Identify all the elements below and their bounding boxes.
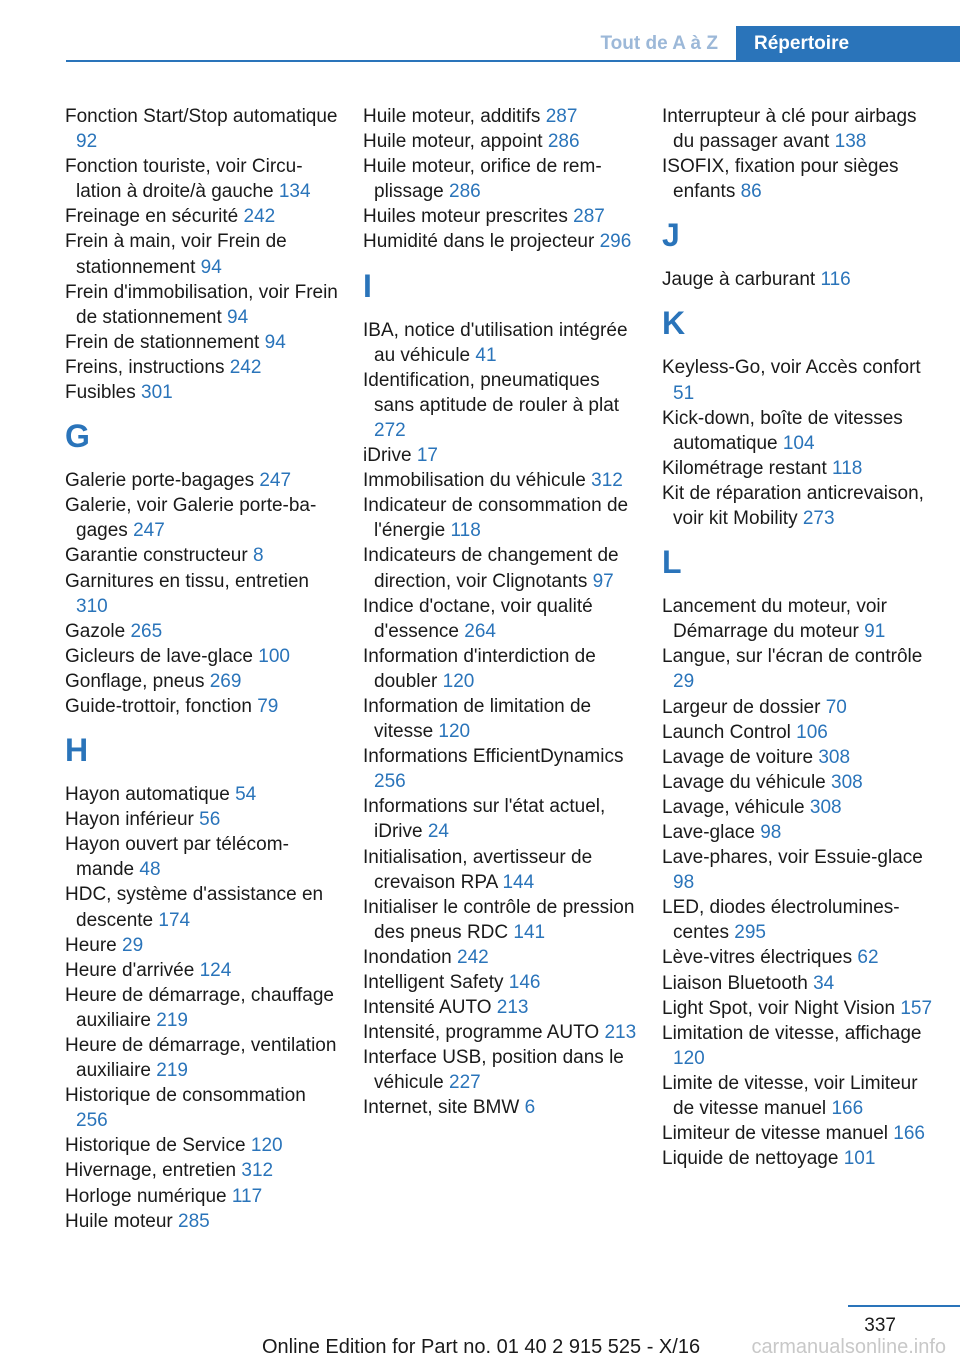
index-page-link[interactable]: 51 (673, 382, 695, 404)
index-entry-text: Heure de démarrage, chauffage auxiliaire (65, 984, 334, 1031)
index-entry (662, 996, 937, 1021)
index-page-link[interactable]: 166 (893, 1123, 925, 1145)
index-entry (65, 1158, 340, 1183)
index-entry-text: Gazole (65, 620, 126, 642)
index-page-link[interactable]: 265 (130, 620, 163, 642)
index-entry-text: Galerie, voir Galerie porte-bagages (65, 495, 317, 542)
index-page-link[interactable]: 295 (734, 922, 766, 944)
index-entry (662, 481, 937, 531)
index-page-link[interactable]: 97 (592, 570, 614, 592)
index-entry (65, 1184, 340, 1209)
index-entry-text: Heure d'arrivée (65, 959, 195, 981)
index-page-link[interactable]: 34 (813, 972, 835, 994)
index-page-link[interactable]: 272 (374, 419, 406, 441)
index-page-link[interactable]: 312 (591, 470, 623, 492)
index-page-link[interactable]: 6 (524, 1097, 536, 1119)
index-entry (363, 744, 638, 794)
index-entry-text: Keyless-Go, voir Accès confort (662, 357, 921, 379)
index-entry (65, 355, 340, 380)
page-number: 337 (864, 1315, 896, 1336)
index-page-link[interactable]: 269 (209, 670, 242, 692)
index-page-link[interactable]: 310 (76, 595, 108, 617)
index-page-link[interactable]: 219 (156, 1060, 188, 1082)
active-section-tab: Répertoire (736, 26, 960, 61)
index-page-link[interactable]: 106 (796, 721, 828, 743)
index-entry (662, 154, 937, 204)
index-entry (363, 1020, 638, 1045)
index-page-link[interactable]: 242 (457, 946, 489, 968)
index-entry (363, 970, 638, 995)
index-entry (65, 1133, 340, 1158)
index-entry (662, 267, 937, 292)
index-entry (662, 695, 937, 720)
index-entry-text: Lavage du véhicule (662, 771, 826, 793)
index-entry (662, 945, 937, 970)
index-entry (65, 958, 340, 983)
index-entry (65, 569, 340, 619)
index-page-link[interactable]: 308 (809, 796, 842, 818)
index-entry-text: Indicateur de consommation de l'énergie (363, 495, 629, 542)
index-entry-text: Inondation (363, 946, 452, 968)
index-page-link[interactable]: 141 (513, 921, 546, 943)
index-entry (65, 330, 340, 355)
index-entry-text: Interface USB, position dans le véhicule (363, 1047, 624, 1094)
index-entry (65, 204, 340, 229)
index-page-link[interactable]: 92 (76, 131, 98, 153)
index-entry (662, 644, 937, 694)
index-column-3 (662, 104, 937, 1171)
index-page-link[interactable]: 94 (264, 331, 286, 353)
index-page-link[interactable]: 17 (416, 445, 438, 467)
index-entry-text: Largeur de dossier (662, 696, 821, 718)
index-entry-text: Galerie porte-bagages (65, 470, 255, 492)
index-entry-text: Fonction Start/Stop automatique (65, 106, 338, 127)
index-entry-text: Launch Control (662, 721, 791, 743)
index-entry-text: Fonction touriste, voir Circulation à droite/à gauche (65, 156, 303, 203)
index-entry (65, 933, 340, 958)
edition-note: Online Edition for Part no. 01 40 2 915 525 - X/16 (262, 1336, 701, 1358)
index-page-link[interactable]: 285 (178, 1210, 210, 1232)
index-page-link[interactable]: 8 (252, 545, 264, 567)
index-page-link[interactable]: 308 (818, 746, 851, 768)
index-entry-text: Gicleurs de lave-glace (65, 645, 253, 667)
index-letter-heading: L (662, 544, 682, 581)
index-entry-text: Huile moteur (65, 1210, 173, 1232)
index-page-link[interactable]: 120 (438, 721, 471, 743)
index-entry (65, 229, 340, 279)
index-page-link[interactable]: 117 (231, 1185, 263, 1207)
index-entry (662, 594, 937, 644)
index-entry (662, 456, 937, 481)
index-entry-text: Guide-trottoir, fonction (65, 695, 252, 717)
index-entry-text: Heure de démarrage, ventilation auxiliaire (65, 1035, 337, 1082)
index-entry-text: Internet, site BMW (363, 1097, 520, 1119)
index-entry-text: Kit de réparation anticrevaison, voir kit Mobility (662, 482, 924, 530)
index-entry-text: Lave-glace (662, 821, 755, 843)
index-page-link[interactable]: 29 (122, 934, 144, 956)
index-entry-text: Intelligent Safety (363, 972, 504, 993)
index-page-link[interactable]: 56 (199, 809, 221, 831)
index-entry-text: Intensité, programme AUTO (363, 1022, 600, 1044)
index-entry (65, 882, 340, 932)
index-page-link[interactable]: 247 (133, 520, 165, 542)
index-entry-text: Limite de vitesse, voir Limiteur de vitesse manuel (662, 1072, 918, 1119)
index-entry (662, 1121, 937, 1146)
index-entry (662, 104, 937, 154)
index-entry-text: LED, diodes électroluminescentes (662, 897, 900, 944)
index-page-link[interactable]: 242 (229, 356, 262, 378)
index-page-link[interactable]: 174 (158, 909, 191, 931)
index-entry-text: Light Spot, voir Night Vision (662, 997, 896, 1019)
index-entry-text: Fusibles (65, 382, 136, 404)
index-entry (662, 971, 937, 996)
index-page-link[interactable]: 286 (547, 131, 580, 153)
index-page-link[interactable]: 124 (199, 959, 232, 981)
index-page-link[interactable]: 120 (673, 1047, 705, 1069)
index-entry-text: Limitation de vitesse, affichage (662, 1022, 922, 1044)
index-page-link[interactable]: 120 (442, 670, 475, 692)
index-entry-text: Initialisation, avertisseur de crevaison RPA (363, 846, 593, 893)
index-page-link[interactable]: 41 (475, 344, 497, 366)
index-entry-text: Garantie constructeur (65, 545, 248, 567)
index-entry (363, 368, 638, 443)
index-entry-text: Gonflage, pneus (65, 670, 205, 692)
index-entry (363, 845, 638, 895)
index-entry-text: Lavage, véhicule (662, 796, 805, 818)
index-entry-text: Hayon automatique (65, 784, 230, 806)
index-page-link[interactable]: 91 (864, 621, 886, 643)
index-page-link[interactable]: 54 (235, 784, 257, 806)
index-page-link[interactable]: 86 (740, 181, 762, 203)
index-page-link[interactable]: 312 (241, 1160, 274, 1182)
index-entry (65, 832, 340, 882)
index-entry (363, 895, 638, 945)
index-entry-text: Freins, instructions (65, 356, 225, 378)
index-page-link[interactable]: 256 (374, 771, 406, 793)
index-entry-text: Garnitures en tissu, entretien (65, 570, 309, 592)
index-entry (65, 644, 340, 669)
index-entry-text: Frein à main, voir Frein de stationnement (65, 231, 287, 278)
index-page-link[interactable]: 273 (802, 508, 835, 530)
index-letter-heading: H (65, 732, 89, 769)
index-page-link[interactable]: 62 (857, 947, 879, 969)
index-page-link[interactable]: 296 (599, 231, 632, 253)
index-entry-text: Huiles moteur prescrites (363, 206, 568, 228)
index-entry-text: Humidité dans le projecteur (363, 231, 595, 253)
index-page-link[interactable]: 104 (782, 432, 815, 454)
index-entry (65, 104, 340, 154)
index-entry-text: Interrupteur à clé pour airbags du passager avant (662, 106, 917, 153)
index-entry (662, 820, 937, 845)
index-entry-text: Hayon inférieur (65, 809, 194, 831)
index-entry-text: ISOFIX, fixation pour sièges enfants (662, 156, 899, 203)
index-entry-text: Immobilisation du véhicule (363, 470, 586, 492)
index-entry (662, 720, 937, 745)
index-entry-text: Information d'interdiction de doubler (363, 645, 596, 692)
index-entry (363, 1045, 638, 1095)
index-entry-text: Langue, sur l'écran de contrôle (662, 646, 923, 668)
index-entry-text: Kick-down, boîte de vitesses automatique (662, 407, 903, 454)
index-entry (662, 770, 937, 795)
index-entry (65, 1209, 340, 1234)
index-entry-text: Lave-phares, voir Essuie-glace (662, 847, 923, 869)
index-entry-text: iDrive (363, 445, 412, 467)
index-page-link[interactable]: 219 (156, 1009, 188, 1031)
index-entry-text: Indice d'octane, voir qualité d'essence (363, 595, 593, 642)
index-entry (363, 104, 638, 129)
index-entry-text: Information de limitation de vitesse (363, 695, 592, 743)
index-entry-text: Huile moteur, orifice de remplissage (363, 156, 602, 203)
index-entry-text: Jauge à carburant (662, 269, 816, 291)
index-letter-heading: J (662, 217, 680, 254)
index-entry (65, 619, 340, 644)
index-page-link[interactable]: 264 (464, 620, 496, 642)
index-entry (662, 406, 937, 456)
index-page-link[interactable]: 287 (573, 206, 605, 228)
index-entry (662, 745, 937, 770)
index-letter-heading: K (662, 305, 686, 342)
index-entry-text: Lancement du moteur, voir Démarrage du moteur (662, 596, 887, 643)
index-entry (65, 669, 340, 694)
index-page-link[interactable]: 247 (259, 470, 292, 492)
index-column-1 (65, 104, 340, 1234)
footer-rule (848, 1305, 960, 1307)
index-entry (65, 782, 340, 807)
index-entry-text: Huile moteur, appoint (363, 131, 543, 153)
index-page-link[interactable]: 24 (427, 821, 449, 843)
index-page-link[interactable]: 98 (760, 821, 782, 843)
index-entry (65, 380, 340, 405)
index-page-link[interactable]: 213 (496, 997, 529, 1019)
index-entry (363, 794, 638, 844)
index-entry (363, 995, 638, 1020)
index-entry (65, 1033, 340, 1083)
index-page-link[interactable]: 100 (258, 645, 290, 667)
index-entry-text: Indicateurs de changement de direction, voir Clignotants (363, 545, 619, 592)
index-entry (65, 154, 340, 204)
index-entry (662, 795, 937, 820)
index-entry-text: Huile moteur, additifs (363, 106, 541, 127)
index-entry (363, 1095, 638, 1120)
index-page-link[interactable]: 98 (673, 872, 695, 894)
index-entry-text: Kilométrage restant (662, 457, 827, 479)
index-entry-text: Hivernage, entretien (65, 1160, 237, 1182)
header-rule (66, 60, 960, 62)
index-entry-text: Informations sur l'état actuel, iDrive (363, 796, 606, 843)
index-letter-heading: G (65, 418, 90, 455)
index-entry-text: HDC, système d'assistance en descente (65, 884, 324, 931)
index-entry-text: Frein d'immobilisation, voir Frein de stationnement (65, 281, 338, 328)
index-entry (65, 543, 340, 568)
index-page-link[interactable]: 29 (673, 671, 695, 693)
index-column-2 (363, 104, 638, 1121)
index-entry (363, 493, 638, 543)
index-entry (65, 807, 340, 832)
index-page-link[interactable]: 101 (843, 1148, 876, 1170)
index-entry (363, 443, 638, 468)
index-entry (65, 468, 340, 493)
index-entry-text: Liquide de nettoyage (662, 1148, 839, 1170)
index-entry (363, 468, 638, 493)
index-entry (363, 229, 638, 254)
index-letter-heading: I (363, 267, 372, 304)
section-tab: Tout de A à Z (600, 33, 718, 54)
index-entry-text: Intensité AUTO (363, 997, 492, 1019)
index-entry (363, 594, 638, 644)
index-page-link[interactable]: 213 (604, 1022, 637, 1044)
index-page-link[interactable]: 134 (278, 181, 311, 203)
index-entry (65, 493, 340, 543)
index-entry (65, 983, 340, 1033)
index-entry (662, 1146, 937, 1171)
index-entry-text: Horloge numérique (65, 1185, 227, 1207)
index-entry-text: Liaison Bluetooth (662, 972, 808, 994)
index-entry-text: Limiteur de vitesse manuel (662, 1123, 888, 1145)
index-entry (662, 355, 937, 405)
index-entry (662, 845, 937, 895)
index-page-link[interactable]: 144 (502, 871, 535, 893)
index-entry-text: Hayon ouvert par télécommande (65, 834, 289, 881)
index-entry (65, 694, 340, 719)
index-entry (65, 1083, 340, 1133)
index-page-link[interactable]: 138 (834, 131, 867, 153)
index-entry (662, 1021, 937, 1071)
index-entry (363, 204, 638, 229)
watermark: carmanualsonline.info (751, 1336, 946, 1358)
index-entry-text: Informations EfficientDynamics (363, 746, 624, 768)
index-page-link[interactable]: 70 (825, 696, 847, 718)
index-page-link[interactable]: 308 (831, 771, 863, 793)
index-page-link[interactable]: 79 (257, 695, 279, 717)
index-entry (363, 154, 638, 204)
index-entry-text: Historique de Service (65, 1135, 246, 1157)
index-entry-text: Initialiser le contrôle de pression des pneus RDC (363, 896, 635, 943)
index-entry (363, 318, 638, 368)
index-page-link[interactable]: 287 (545, 106, 578, 127)
index-page-link[interactable]: 301 (141, 382, 173, 404)
index-page-link[interactable]: 286 (449, 181, 481, 203)
index-page-link[interactable]: 94 (227, 306, 249, 328)
index-entry-text: Lavage de voiture (662, 746, 814, 768)
index-page-link[interactable]: 242 (243, 206, 276, 228)
index-page-link[interactable]: 146 (508, 972, 541, 993)
index-entry (662, 1071, 937, 1121)
index-entry-text: Identification, pneumatiques sans aptitude de rouler à plat (363, 369, 620, 416)
index-page-link[interactable]: 118 (450, 520, 481, 542)
index-entry (65, 280, 340, 330)
index-page-link[interactable]: 116 (820, 269, 851, 291)
index-entry-text: Historique de consommation (65, 1085, 306, 1107)
index-entry-text: Freinage en sécurité (65, 206, 239, 228)
index-entry (363, 694, 638, 744)
index-entry-text: Frein de stationnement (65, 331, 260, 353)
index-entry (363, 644, 638, 694)
index-entry (662, 895, 937, 945)
index-page-link[interactable]: 157 (900, 997, 933, 1019)
index-entry-text: Heure (65, 934, 117, 956)
index-entry (363, 945, 638, 970)
index-page-link[interactable]: 166 (831, 1098, 864, 1119)
index-entry-text: IBA, notice d'utilisation intégrée au véhicule (363, 319, 628, 366)
index-entry-text: Lève-vitres électriques (662, 947, 853, 969)
index-page-link[interactable]: 118 (832, 457, 863, 479)
index-entry (363, 543, 638, 593)
index-page-link[interactable]: 120 (250, 1135, 283, 1157)
index-page-link[interactable]: 94 (200, 256, 222, 278)
index-page-link[interactable]: 227 (449, 1072, 481, 1094)
index-entry (363, 129, 638, 154)
index-page-link[interactable]: 48 (139, 859, 161, 881)
index-page-link[interactable]: 256 (76, 1110, 108, 1132)
